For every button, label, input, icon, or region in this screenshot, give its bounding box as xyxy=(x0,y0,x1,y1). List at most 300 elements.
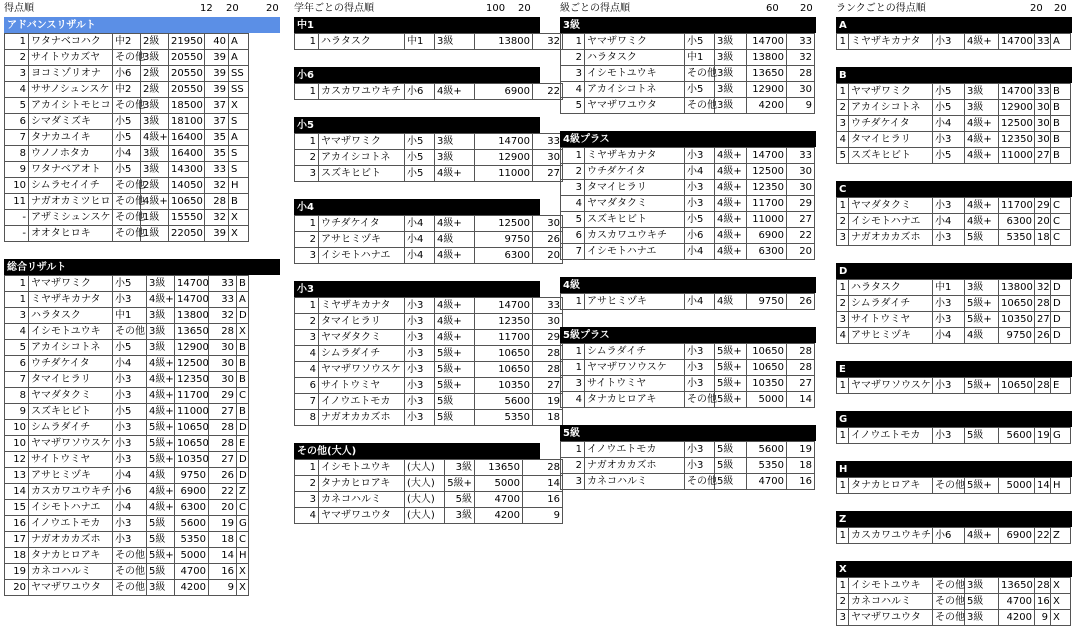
table-cell[interactable]: ヤマザワミク xyxy=(585,34,685,50)
table-cell[interactable]: 小3 xyxy=(933,312,965,328)
table-cell[interactable]: 10 xyxy=(5,178,29,194)
table-cell[interactable]: 11700 xyxy=(747,196,787,212)
table-cell[interactable]: 10350 xyxy=(999,312,1035,328)
table-cell[interactable]: (大人) xyxy=(405,508,445,524)
table-cell[interactable]: 6900 xyxy=(475,84,533,100)
table-cell[interactable]: 5級+ xyxy=(147,436,175,452)
table-cell[interactable]: ヤマザワミク xyxy=(849,84,933,100)
table-cell[interactable]: 27 xyxy=(787,376,815,392)
table-cell[interactable]: ハラタスク xyxy=(319,34,405,50)
table-cell[interactable]: ミヤザキカナタ xyxy=(29,292,113,308)
table-cell[interactable]: 28 xyxy=(787,344,815,360)
table-cell[interactable]: 35 xyxy=(205,130,229,146)
table-cell[interactable]: 5600 xyxy=(747,442,787,458)
table-cell[interactable]: C xyxy=(237,500,249,516)
table-cell[interactable]: 33 xyxy=(209,292,237,308)
table-cell[interactable]: 30 xyxy=(1035,116,1051,132)
table-cell[interactable]: 37 xyxy=(205,114,229,130)
table-cell[interactable]: 8 xyxy=(5,388,29,404)
table-cell[interactable]: 26 xyxy=(1035,328,1051,344)
table-cell[interactable]: 30 xyxy=(209,372,237,388)
table-cell[interactable]: 27 xyxy=(209,452,237,468)
table-cell[interactable]: 28 xyxy=(205,194,229,210)
table-cell[interactable]: 12350 xyxy=(475,314,533,330)
table-cell[interactable]: 3級 xyxy=(715,98,747,114)
table-cell[interactable]: 20 xyxy=(5,580,29,596)
table-cell[interactable]: X xyxy=(1051,578,1071,594)
table-cell[interactable]: 3級 xyxy=(141,98,169,114)
table-cell[interactable]: 小3 xyxy=(685,196,715,212)
table-cell[interactable]: 5級 xyxy=(965,230,999,246)
table-cell[interactable]: 小3 xyxy=(405,378,435,394)
table-cell[interactable]: - xyxy=(5,226,29,242)
table-cell[interactable]: 28 xyxy=(1035,296,1051,312)
table-cell[interactable]: 1級 xyxy=(141,210,169,226)
table-cell[interactable]: 4級+ xyxy=(715,228,747,244)
table-cell[interactable]: 3 xyxy=(295,330,319,346)
table-cell[interactable]: 5000 xyxy=(475,476,523,492)
table-cell[interactable]: 小3 xyxy=(685,360,715,376)
table-cell[interactable]: 小5 xyxy=(405,166,435,182)
table-cell[interactable]: D xyxy=(1051,312,1071,328)
table-cell[interactable]: 6 xyxy=(5,356,29,372)
table-cell[interactable]: 12900 xyxy=(175,340,209,356)
table-cell[interactable]: 1 xyxy=(837,578,849,594)
table-cell[interactable]: 小6 xyxy=(405,84,435,100)
table-cell[interactable]: 12500 xyxy=(175,356,209,372)
table-cell[interactable]: 4級+ xyxy=(965,116,999,132)
table-cell[interactable]: ササノシュンスケ xyxy=(29,82,113,98)
table-cell[interactable]: その他 xyxy=(113,548,147,564)
table-cell[interactable]: 16400 xyxy=(169,130,205,146)
table-cell[interactable]: ヤマザワユウタ xyxy=(319,508,405,524)
table-cell[interactable]: 1 xyxy=(561,344,585,360)
table-cell[interactable]: ミヤザキカナタ xyxy=(319,298,405,314)
table-cell[interactable]: 4 xyxy=(295,362,319,378)
table-cell[interactable]: 10350 xyxy=(475,378,533,394)
table-cell[interactable]: 18100 xyxy=(169,114,205,130)
table-cell[interactable]: 小4 xyxy=(405,216,435,232)
table-cell[interactable]: 8 xyxy=(295,410,319,426)
table-cell[interactable]: 中1 xyxy=(685,50,715,66)
table-cell[interactable]: 28 xyxy=(209,324,237,340)
table-cell[interactable]: 9750 xyxy=(175,468,209,484)
table-cell[interactable]: 10650 xyxy=(999,378,1035,394)
table-cell[interactable]: 4級+ xyxy=(147,372,175,388)
table-cell[interactable]: カスカワユウキチ xyxy=(585,228,685,244)
table-cell[interactable]: A xyxy=(1051,34,1071,50)
table-cell[interactable]: 1級 xyxy=(141,226,169,242)
table-cell[interactable]: 3 xyxy=(295,166,319,182)
table-cell[interactable]: 30 xyxy=(787,180,815,196)
table-cell[interactable]: イシモトハナエ xyxy=(585,244,685,260)
table-cell[interactable]: 5級 xyxy=(147,532,175,548)
table-cell[interactable]: 14 xyxy=(209,548,237,564)
table-cell[interactable]: 27 xyxy=(787,212,815,228)
table-cell[interactable]: 1 xyxy=(837,198,849,214)
table-cell[interactable]: その他 xyxy=(933,610,965,626)
table-cell[interactable]: 4 xyxy=(5,82,29,98)
table-cell[interactable]: 3級 xyxy=(965,84,999,100)
table-cell[interactable]: 10650 xyxy=(475,346,533,362)
table-cell[interactable]: 4200 xyxy=(999,610,1035,626)
table-cell[interactable]: 3 xyxy=(5,66,29,82)
table-cell[interactable]: 5級+ xyxy=(715,344,747,360)
table-cell[interactable]: 小3 xyxy=(933,34,965,50)
table-cell[interactable]: イシモトハナエ xyxy=(849,214,933,230)
table-cell[interactable]: 2 xyxy=(295,232,319,248)
table-cell[interactable]: 14 xyxy=(5,484,29,500)
table-cell[interactable]: 小4 xyxy=(685,294,715,310)
table-cell[interactable]: D xyxy=(1051,328,1071,344)
table-cell[interactable]: 27 xyxy=(533,166,563,182)
table-cell[interactable]: 3 xyxy=(837,116,849,132)
table-cell[interactable]: 3級 xyxy=(435,34,475,50)
table-cell[interactable]: 4級+ xyxy=(715,164,747,180)
table-cell[interactable]: 6900 xyxy=(747,228,787,244)
table-cell[interactable]: アサヒミヅキ xyxy=(849,328,933,344)
table-cell[interactable]: 4 xyxy=(295,346,319,362)
table-cell[interactable]: アカイシトモヒコ xyxy=(29,98,113,114)
table-cell[interactable]: 11000 xyxy=(475,166,533,182)
table-cell[interactable]: 10350 xyxy=(747,376,787,392)
table-cell[interactable]: 小5 xyxy=(113,276,147,292)
table-cell[interactable]: 3級 xyxy=(715,50,747,66)
table-cell[interactable]: 39 xyxy=(205,66,229,82)
table-cell[interactable]: 11000 xyxy=(175,404,209,420)
table-cell[interactable]: 小3 xyxy=(405,346,435,362)
table-cell[interactable]: (大人) xyxy=(405,492,445,508)
table-cell[interactable]: B xyxy=(237,356,249,372)
table-cell[interactable]: 11 xyxy=(5,194,29,210)
table-cell[interactable]: ヤマザワユウタ xyxy=(585,98,685,114)
table-cell[interactable]: カスカワユウキチ xyxy=(849,528,933,544)
table-cell[interactable]: イノウエトモカ xyxy=(319,394,405,410)
table-cell[interactable]: タナカヒロアキ xyxy=(29,548,113,564)
table-cell[interactable]: 小4 xyxy=(113,356,147,372)
table-cell[interactable]: 小3 xyxy=(113,388,147,404)
table-cell[interactable]: 小3 xyxy=(405,362,435,378)
table-cell[interactable]: 12350 xyxy=(999,132,1035,148)
table-cell[interactable]: 5級 xyxy=(445,492,475,508)
table-cell[interactable]: 7 xyxy=(561,244,585,260)
table-cell[interactable]: 小3 xyxy=(933,230,965,246)
table-cell[interactable]: 小3 xyxy=(685,458,715,474)
table-cell[interactable]: 5350 xyxy=(747,458,787,474)
table-cell[interactable]: カネコハルミ xyxy=(319,492,405,508)
table-cell[interactable]: 1 xyxy=(561,148,585,164)
table-cell[interactable]: 12 xyxy=(5,452,29,468)
table-cell[interactable]: 小5 xyxy=(933,100,965,116)
table-cell[interactable]: 20550 xyxy=(169,66,205,82)
table-cell[interactable]: 3級 xyxy=(435,150,475,166)
table-cell[interactable]: 2 xyxy=(295,314,319,330)
table-cell[interactable]: カネコハルミ xyxy=(585,474,685,490)
table-cell[interactable]: 10650 xyxy=(475,362,533,378)
table-cell[interactable]: 32 xyxy=(533,34,563,50)
table-cell[interactable]: その他 xyxy=(933,478,965,494)
table-cell[interactable]: その他 xyxy=(113,178,141,194)
table-cell[interactable]: 5級+ xyxy=(147,420,175,436)
table-cell[interactable]: 5級+ xyxy=(715,392,747,408)
table-cell[interactable]: 32 xyxy=(205,210,229,226)
table-cell[interactable]: 17 xyxy=(5,532,29,548)
table-cell[interactable]: H xyxy=(1051,478,1071,494)
table-cell[interactable]: アサヒミヅキ xyxy=(585,294,685,310)
table-cell[interactable]: 小3 xyxy=(113,420,147,436)
table-cell[interactable]: 20550 xyxy=(169,50,205,66)
table-cell[interactable]: サイトウミヤ xyxy=(585,376,685,392)
table-cell[interactable]: サイトウカズヤ xyxy=(29,50,113,66)
table-cell[interactable]: 10350 xyxy=(175,452,209,468)
table-cell[interactable]: B xyxy=(1051,100,1071,116)
table-cell[interactable]: ウチダケイタ xyxy=(585,164,685,180)
table-cell[interactable]: 小5 xyxy=(113,114,141,130)
table-cell[interactable]: 3級 xyxy=(141,146,169,162)
table-cell[interactable]: 5級 xyxy=(715,474,747,490)
table-cell[interactable]: C xyxy=(1051,230,1071,246)
table-cell[interactable]: S xyxy=(229,114,249,130)
table-cell[interactable]: 9 xyxy=(5,162,29,178)
table-cell[interactable]: X xyxy=(237,564,249,580)
table-cell[interactable]: イシモトハナエ xyxy=(319,248,405,264)
table-cell[interactable]: 4 xyxy=(561,82,585,98)
table-cell[interactable]: 4 xyxy=(561,196,585,212)
table-cell[interactable]: 5級+ xyxy=(715,376,747,392)
table-cell[interactable]: 小3 xyxy=(685,376,715,392)
table-cell[interactable]: ナガオカカズホ xyxy=(849,230,933,246)
table-cell[interactable]: アサヒミヅキ xyxy=(319,232,405,248)
table-cell[interactable]: 4級 xyxy=(965,328,999,344)
table-cell[interactable]: 22 xyxy=(209,484,237,500)
table-cell[interactable]: 29 xyxy=(787,196,815,212)
table-cell[interactable]: 3級 xyxy=(141,162,169,178)
table-cell[interactable]: G xyxy=(1051,428,1071,444)
table-cell[interactable]: 33 xyxy=(1035,34,1051,50)
table-cell[interactable]: 11000 xyxy=(747,212,787,228)
table-cell[interactable]: 22050 xyxy=(169,226,205,242)
table-cell[interactable]: 小3 xyxy=(113,452,147,468)
table-cell[interactable]: 小3 xyxy=(405,314,435,330)
table-cell[interactable]: その他 xyxy=(113,324,147,340)
table-cell[interactable]: ヤマダタクミ xyxy=(849,198,933,214)
table-cell[interactable]: 5級 xyxy=(147,516,175,532)
table-cell[interactable]: D xyxy=(237,420,249,436)
table-cell[interactable]: ナガオカカズホ xyxy=(319,410,405,426)
table-cell[interactable]: E xyxy=(1051,378,1071,394)
table-cell[interactable]: 4級+ xyxy=(147,404,175,420)
table-cell[interactable]: 5級 xyxy=(147,564,175,580)
table-cell[interactable]: アザミシュンスケ xyxy=(29,210,113,226)
table-cell[interactable]: 小4 xyxy=(113,468,147,484)
table-cell[interactable]: 5級+ xyxy=(147,548,175,564)
table-cell[interactable]: 6900 xyxy=(175,484,209,500)
table-cell[interactable]: 13800 xyxy=(175,308,209,324)
table-cell[interactable]: 4 xyxy=(837,328,849,344)
table-cell[interactable]: A xyxy=(229,34,249,50)
table-cell[interactable]: 小4 xyxy=(113,146,141,162)
table-cell[interactable]: 28 xyxy=(523,460,563,476)
table-cell[interactable]: 40 xyxy=(205,34,229,50)
table-cell[interactable]: 3 xyxy=(295,248,319,264)
table-cell[interactable]: 5級 xyxy=(435,410,475,426)
table-cell[interactable]: 小6 xyxy=(113,484,147,500)
table-cell[interactable]: 19 xyxy=(787,442,815,458)
table-cell[interactable]: 33 xyxy=(787,34,815,50)
table-cell[interactable]: サイトウミヤ xyxy=(849,312,933,328)
table-cell[interactable]: 小4 xyxy=(933,328,965,344)
table-cell[interactable]: ウチダケイタ xyxy=(319,216,405,232)
table-cell[interactable]: 5級+ xyxy=(965,478,999,494)
table-cell[interactable]: 14700 xyxy=(475,134,533,150)
table-cell[interactable]: 中2 xyxy=(113,34,141,50)
table-cell[interactable]: 3 xyxy=(561,66,585,82)
table-cell[interactable]: 11700 xyxy=(475,330,533,346)
table-cell[interactable]: ウチダケイタ xyxy=(29,356,113,372)
table-cell[interactable]: 18 xyxy=(5,548,29,564)
table-cell[interactable]: 16 xyxy=(523,492,563,508)
table-cell[interactable]: イシモトユウキ xyxy=(29,324,113,340)
table-cell[interactable]: 27 xyxy=(209,404,237,420)
table-cell[interactable]: 27 xyxy=(1035,312,1051,328)
table-cell[interactable]: 小3 xyxy=(405,330,435,346)
table-cell[interactable]: その他 xyxy=(113,226,141,242)
table-cell[interactable]: D xyxy=(237,468,249,484)
table-cell[interactable]: 1 xyxy=(5,292,29,308)
table-cell[interactable]: 33 xyxy=(1035,84,1051,100)
table-cell[interactable]: 27 xyxy=(1035,148,1051,164)
table-cell[interactable]: C xyxy=(237,388,249,404)
table-cell[interactable]: 4級+ xyxy=(965,528,999,544)
table-cell[interactable]: タナカユイキ xyxy=(29,130,113,146)
table-cell[interactable]: ヤマザワユウタ xyxy=(849,610,933,626)
table-cell[interactable]: イノウエトモカ xyxy=(29,516,113,532)
table-cell[interactable]: 小3 xyxy=(933,132,965,148)
table-cell[interactable]: 15550 xyxy=(169,210,205,226)
table-cell[interactable]: 26 xyxy=(787,294,815,310)
table-cell[interactable]: その他 xyxy=(685,98,715,114)
table-cell[interactable]: 小4 xyxy=(933,116,965,132)
table-cell[interactable]: イノウエトモカ xyxy=(849,428,933,444)
table-cell[interactable]: 8 xyxy=(5,146,29,162)
table-cell[interactable]: シムラダイチ xyxy=(849,296,933,312)
table-cell[interactable]: ハラタスク xyxy=(585,50,685,66)
table-cell[interactable]: 5級+ xyxy=(715,360,747,376)
table-cell[interactable]: 15 xyxy=(5,500,29,516)
table-cell[interactable]: 10650 xyxy=(747,360,787,376)
table-cell[interactable]: H xyxy=(237,548,249,564)
table-cell[interactable]: G xyxy=(237,516,249,532)
table-cell[interactable]: 2級 xyxy=(141,34,169,50)
table-cell[interactable]: 5000 xyxy=(175,548,209,564)
table-cell[interactable]: 11700 xyxy=(175,388,209,404)
table-cell[interactable]: 20 xyxy=(787,244,815,260)
table-cell[interactable]: B xyxy=(1051,132,1071,148)
table-cell[interactable]: イシモトユウキ xyxy=(319,460,405,476)
table-cell[interactable]: 16400 xyxy=(169,146,205,162)
table-cell[interactable]: 4200 xyxy=(747,98,787,114)
table-cell[interactable]: 3級 xyxy=(141,114,169,130)
table-cell[interactable]: A xyxy=(229,130,249,146)
table-cell[interactable]: X xyxy=(229,226,249,242)
table-cell[interactable]: 14 xyxy=(523,476,563,492)
table-cell[interactable]: D xyxy=(237,308,249,324)
table-cell[interactable]: 4級+ xyxy=(147,500,175,516)
table-cell[interactable]: 小4 xyxy=(113,500,147,516)
table-cell[interactable]: Z xyxy=(1051,528,1071,544)
table-cell[interactable]: 3級 xyxy=(147,580,175,596)
table-cell[interactable]: 小3 xyxy=(405,394,435,410)
table-cell[interactable]: X xyxy=(229,98,249,114)
table-cell[interactable]: 5600 xyxy=(475,394,533,410)
table-cell[interactable]: 14700 xyxy=(747,34,787,50)
table-cell[interactable]: イシモトハナエ xyxy=(29,500,113,516)
table-cell[interactable]: 6 xyxy=(561,228,585,244)
table-cell[interactable]: 5級+ xyxy=(435,378,475,394)
table-cell[interactable]: 5 xyxy=(5,98,29,114)
table-cell[interactable]: 1 xyxy=(561,360,585,376)
table-cell[interactable]: 26 xyxy=(209,468,237,484)
table-cell[interactable]: 4級+ xyxy=(435,314,475,330)
table-cell[interactable]: 2 xyxy=(837,214,849,230)
table-cell[interactable]: ハラタスク xyxy=(849,280,933,296)
table-cell[interactable]: 3級 xyxy=(965,280,999,296)
table-cell[interactable]: 2級 xyxy=(141,178,169,194)
table-cell[interactable]: 1 xyxy=(5,34,29,50)
table-cell[interactable]: 14 xyxy=(787,392,815,408)
table-cell[interactable]: 4 xyxy=(561,392,585,408)
table-cell[interactable]: 39 xyxy=(205,226,229,242)
table-cell[interactable]: 3 xyxy=(561,474,585,490)
table-cell[interactable]: B xyxy=(229,194,249,210)
table-cell[interactable]: 小5 xyxy=(113,340,147,356)
table-cell[interactable]: 22 xyxy=(1035,528,1051,544)
table-cell[interactable]: カネコハルミ xyxy=(849,594,933,610)
table-cell[interactable]: 1 xyxy=(295,84,319,100)
table-cell[interactable]: 4級+ xyxy=(435,330,475,346)
table-cell[interactable]: その他 xyxy=(113,194,141,210)
table-cell[interactable]: 3 xyxy=(837,610,849,626)
table-cell[interactable]: 14700 xyxy=(999,34,1035,50)
table-cell[interactable]: タマイヒラリ xyxy=(849,132,933,148)
table-cell[interactable]: 3級 xyxy=(445,460,475,476)
table-cell[interactable]: 4級+ xyxy=(435,84,475,100)
table-cell[interactable]: 5級+ xyxy=(147,452,175,468)
table-cell[interactable]: 小5 xyxy=(685,34,715,50)
table-cell[interactable]: 14700 xyxy=(747,148,787,164)
table-cell[interactable]: 39 xyxy=(205,50,229,66)
table-cell[interactable]: 14050 xyxy=(169,178,205,194)
table-cell[interactable]: アカイシコトネ xyxy=(29,340,113,356)
table-cell[interactable]: 9 xyxy=(1035,610,1051,626)
table-cell[interactable]: スズキヒビト xyxy=(319,166,405,182)
table-cell[interactable]: 小3 xyxy=(933,198,965,214)
table-cell[interactable]: 30 xyxy=(533,150,563,166)
table-cell[interactable]: B xyxy=(1051,116,1071,132)
table-cell[interactable]: 小3 xyxy=(685,148,715,164)
table-cell[interactable]: 1 xyxy=(837,34,849,50)
table-cell[interactable]: 1 xyxy=(837,478,849,494)
table-cell[interactable]: その他 xyxy=(113,50,141,66)
table-cell[interactable]: 5000 xyxy=(999,478,1035,494)
table-cell[interactable]: B xyxy=(1051,84,1071,100)
table-cell[interactable]: 7 xyxy=(5,130,29,146)
table-cell[interactable]: 5000 xyxy=(747,392,787,408)
table-cell[interactable]: 小3 xyxy=(405,298,435,314)
table-cell[interactable]: ウノノホタカ xyxy=(29,146,113,162)
table-cell[interactable]: 小5 xyxy=(685,212,715,228)
table-cell[interactable]: 2級 xyxy=(141,82,169,98)
